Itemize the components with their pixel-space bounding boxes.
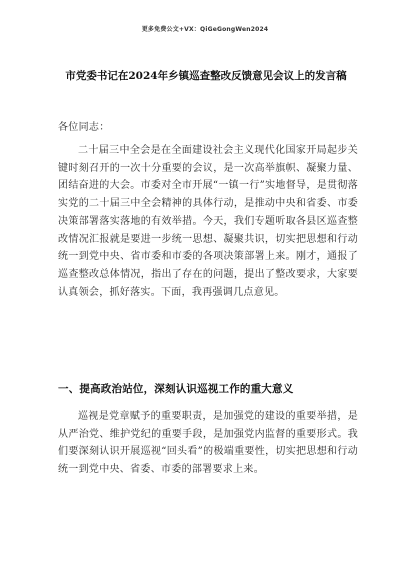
greeting: 各位同志： — [58, 122, 110, 133]
paragraph-section-1: 巡视是党章赋予的重要职责，是加强党的建设的重要举措，是从严治党、维护党纪的重要手段，是加强党内监督的重要形式。我们要深刻认识开展巡视“回头看”的极端重要性，切实把思想和行动统一到党中央、省委、市委的部署要求上来。 — [58, 411, 358, 476]
document-title: 市党委书记在2024年乡镇巡查整改反馈意见会议上的发言稿 — [65, 70, 347, 82]
section-heading-1: 一、提高政治站位，深刻认识巡视工作的重大意义 — [58, 383, 294, 395]
paragraph-intro: 二十届三中全会是在全面建设社会主义现代化国家开局起步关键时刻召开的一次十分重要的会议，是一次高举旗帜、凝聚力量、团结奋进的大会。市委对全市开展“一镇一行”实地督导，是贯彻落实党的二十届三中全会精神的具体行动，是推动中央和省委、市委决策部署落实落地的有效举措。今天，我们专题听取各县区巡查整改情况汇报就是要进一步统一思想、凝聚共识，切实把思想和行动统一到党中央、省市委和市委的各项决策部署上来。刚才，通报了巡查整改总体情况，指出了存在的问题，提出了整改要求，大家要认真领会，抓好落实。下面，我再强调几点意见。 — [58, 145, 358, 298]
header-note: 更多免费公文+VX：QiGeGongWen2024 — [141, 26, 269, 33]
